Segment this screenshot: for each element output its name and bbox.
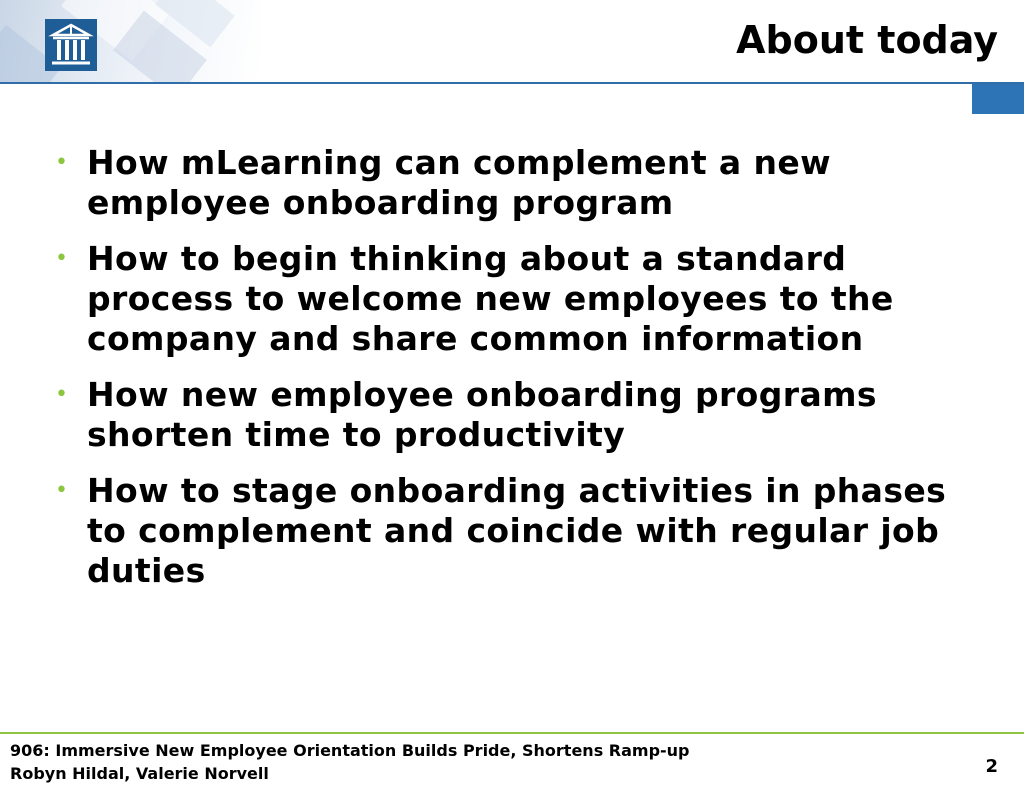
bullet-text: How mLearning can complement a new employee onboarding program [87, 143, 831, 222]
bullet-text: How new employee onboarding programs shorten time to productivity [87, 375, 877, 454]
footer-session-title: 906: Immersive New Employee Orientation Builds Pride, Shortens Ramp-up [10, 741, 690, 760]
bullet-dot-icon: • [55, 246, 68, 271]
page-number: 2 [985, 756, 998, 777]
bullet-dot-icon: • [55, 382, 68, 407]
bullet-item [55, 471, 975, 591]
building-columns-logo-icon [45, 19, 97, 71]
slide-title: About today [736, 18, 998, 62]
slide-footer [0, 732, 1024, 793]
bullet-text: How to stage onboarding activities in phases to complement and coincide with regular job duties [87, 471, 947, 590]
bullet-list [55, 143, 975, 607]
bullet-dot-icon: • [55, 478, 68, 503]
bullet-text: How to begin thinking about a standard process to welcome new employees to the company and share common information [87, 239, 894, 358]
footer-presenters: Robyn Hildal, Valerie Norvell [10, 764, 269, 783]
bullet-item [55, 143, 975, 223]
accent-corner-block [972, 84, 1024, 114]
header-background [0, 0, 260, 82]
header-divider [0, 82, 1024, 84]
bullet-item [55, 239, 975, 359]
bullet-item [55, 375, 975, 455]
bullet-dot-icon: • [55, 150, 68, 175]
